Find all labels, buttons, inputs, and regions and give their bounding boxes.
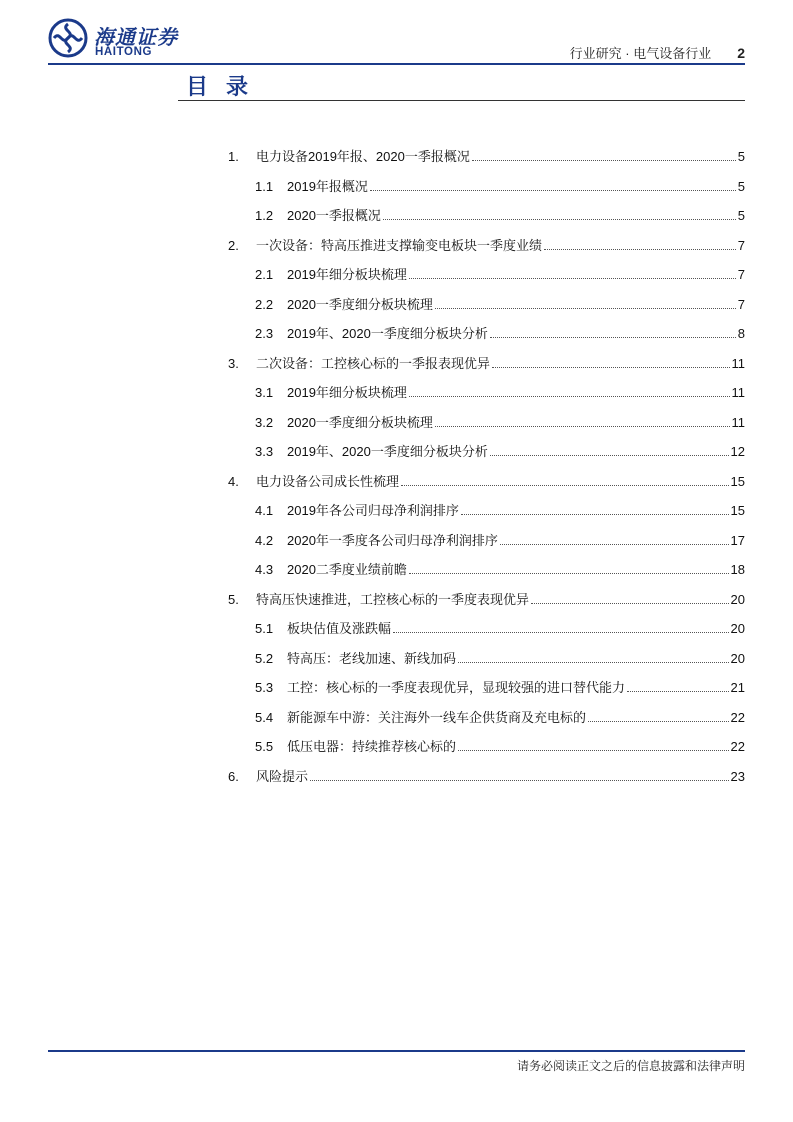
toc-entry-page: 21: [730, 680, 745, 695]
toc-title-divider: [178, 100, 745, 101]
toc-dot-leader: [458, 650, 729, 663]
toc-entry-number: 5.5: [255, 739, 274, 754]
toc-entry-title: 2019年报概况: [287, 178, 368, 194]
toc-entry[interactable]: [255, 382, 745, 402]
logo-chinese-name: 海通证券: [94, 25, 178, 49]
toc-entry[interactable]: [228, 146, 745, 166]
toc-entry-page: 22: [730, 709, 745, 725]
toc-entry-title: 电力设备公司成长性梳理: [256, 473, 400, 489]
toc-dot-leader: [370, 178, 736, 191]
toc-dot-leader: [544, 237, 736, 250]
header-divider: [48, 63, 745, 65]
toc-entry-number: 3.1: [255, 385, 274, 400]
page-header: [48, 10, 745, 66]
toc-entry-title: 特高压：老线加速、新线加码: [287, 650, 457, 666]
toc-dot-leader: [409, 561, 729, 574]
toc-entry-title: 新能源车中游：关注海外一线车企供货商及充电标的: [287, 709, 587, 725]
toc-entry-title: 2020年一季度各公司归母净利润排序: [287, 532, 498, 548]
toc-dot-leader: [472, 148, 736, 161]
toc-entry-title: 2019年细分板块梳理: [287, 267, 407, 282]
toc-entry[interactable]: [255, 205, 745, 225]
toc-entry-title: 2019年各公司归母净利润排序: [287, 503, 459, 518]
toc-entry-number: 1.1: [255, 178, 274, 194]
page-number: 2: [737, 45, 745, 61]
haitong-logo-icon: [48, 18, 88, 58]
toc-entry[interactable]: [228, 471, 745, 491]
toc-entry[interactable]: [255, 441, 745, 461]
toc-entry-page: 7: [737, 267, 745, 282]
toc-entry-page: 7: [737, 296, 745, 312]
toc-entry-title: 2019年细分板块梳理: [287, 385, 407, 400]
toc-entry-page: 17: [730, 532, 745, 548]
toc-title: 目录: [186, 75, 267, 100]
toc-entry-page: 20: [730, 621, 745, 636]
toc-entry[interactable]: [255, 294, 745, 314]
footer-divider: [48, 1050, 745, 1052]
toc-entry-number: 5.: [228, 591, 239, 607]
toc-entry-title: 2020一季度细分板块梳理: [287, 296, 433, 312]
toc-entry-page: 5: [737, 208, 745, 223]
toc-entry-page: 15: [730, 503, 745, 518]
toc-dot-leader: [500, 532, 729, 545]
toc-dot-leader: [461, 502, 729, 515]
toc-entry-number: 4.: [228, 473, 239, 489]
toc-entry-number: 3.3: [255, 444, 274, 459]
toc-entry[interactable]: [255, 618, 745, 638]
toc-entry-title: 2020二季度业绩前瞻: [287, 562, 407, 577]
toc-entry-title: 2019年、2020一季度细分板块分析: [287, 326, 488, 341]
toc-dot-leader: [490, 325, 736, 338]
toc-dot-leader: [401, 473, 729, 486]
toc-entry-title: 2020一季报概况: [287, 208, 381, 223]
toc-entry-number: 4.3: [255, 562, 274, 577]
header-info: [570, 43, 745, 62]
toc-entry-title: 工控：核心标的一季度表现优异，显现较强的进口替代能力: [287, 680, 626, 695]
toc-dot-leader: [492, 355, 729, 368]
logo-english-name: HAITONG: [95, 46, 153, 58]
toc-entry-number: 5.2: [255, 650, 274, 666]
toc-dot-leader: [383, 207, 736, 220]
footer-disclaimer: 请务必阅读正文之后的信息披露和法律声明: [516, 1059, 745, 1073]
toc-dot-leader: [531, 591, 729, 604]
toc-entry[interactable]: [255, 412, 745, 432]
toc-entry[interactable]: [255, 530, 745, 550]
toc-entry-page: 11: [731, 385, 745, 400]
toc-entry-number: 4.2: [255, 532, 274, 548]
toc-dot-leader: [310, 768, 729, 781]
toc-entry-title: 电力设备2019年报、2020一季报概况: [256, 149, 470, 164]
toc-entry[interactable]: [255, 176, 745, 196]
toc-entry-title: 2020一季度细分板块梳理: [287, 414, 433, 430]
toc-entry-title: 板块估值及涨跌幅: [287, 621, 392, 636]
toc-entry[interactable]: [255, 500, 745, 520]
toc-entry[interactable]: [255, 736, 745, 756]
toc-entry[interactable]: [255, 648, 745, 668]
toc-entry-page: 8: [737, 326, 745, 341]
toc-entry[interactable]: [255, 559, 745, 579]
toc-entry-title: 特高压快速推进，工控核心标的一季度表现优异: [256, 591, 530, 607]
toc-entry-page: 23: [730, 768, 745, 784]
toc-dot-leader: [435, 414, 730, 427]
toc-entry-page: 20: [730, 650, 745, 666]
toc-dot-leader: [409, 266, 736, 279]
toc-entry-number: 3.: [228, 355, 239, 371]
toc-entry[interactable]: [255, 707, 745, 727]
toc-entry-page: 22: [730, 739, 745, 754]
toc-entry-number: 3.2: [255, 414, 274, 430]
toc-entry-number: 5.3: [255, 680, 274, 695]
toc-entry-page: 11: [731, 355, 745, 371]
toc-entry-page: 11: [731, 414, 745, 430]
toc-entry[interactable]: [255, 677, 745, 697]
toc-entry-number: 1.2: [255, 208, 274, 223]
toc-entry[interactable]: [228, 235, 745, 255]
toc-entry-number: 6.: [228, 768, 239, 784]
toc-entry-page: 5: [737, 178, 745, 194]
toc-dot-leader: [627, 679, 729, 692]
toc-entry-page: 5: [737, 149, 745, 164]
toc-entry-page: 15: [730, 473, 745, 489]
toc-entry-page: 18: [730, 562, 745, 577]
toc-entry[interactable]: [228, 353, 745, 373]
toc-entry-title: 风险提示: [256, 768, 309, 784]
toc-entry-number: 2.2: [255, 296, 274, 312]
toc-entry-number: 5.4: [255, 709, 274, 725]
toc-dot-leader: [490, 443, 729, 456]
toc-entry[interactable]: [228, 766, 745, 786]
toc-dot-leader: [588, 709, 729, 722]
toc-dot-leader: [393, 620, 729, 633]
toc-dot-leader: [435, 296, 736, 309]
toc-entry[interactable]: [255, 264, 745, 284]
toc-entry-page: 7: [737, 237, 745, 253]
toc-entry[interactable]: [228, 589, 745, 609]
toc-entry-number: 4.1: [255, 503, 274, 518]
toc-entry-title: 二次设备：工控核心标的一季报表现优异: [256, 355, 491, 371]
toc-dot-leader: [409, 384, 730, 397]
toc-entry-number: 2.: [228, 237, 239, 253]
toc-entry-title: 一次设备：特高压推进支撑输变电板块一季度业绩: [256, 237, 543, 253]
toc-entry-number: 5.1: [255, 621, 274, 636]
toc-entry-title: 低压电器：持续推荐核心标的: [287, 739, 457, 754]
toc-entry-number: 1.: [228, 149, 239, 164]
toc-entry-title: 2019年、2020一季度细分板块分析: [287, 444, 488, 459]
toc-dot-leader: [458, 738, 729, 751]
report-category: 行业研究 · 电气设备行业: [569, 46, 712, 61]
toc-entry-page: 20: [730, 591, 745, 607]
toc-entry-page: 12: [730, 444, 745, 459]
toc-entry-number: 2.3: [255, 326, 274, 341]
toc-entry-number: 2.1: [255, 267, 274, 282]
toc-entry[interactable]: [255, 323, 745, 343]
